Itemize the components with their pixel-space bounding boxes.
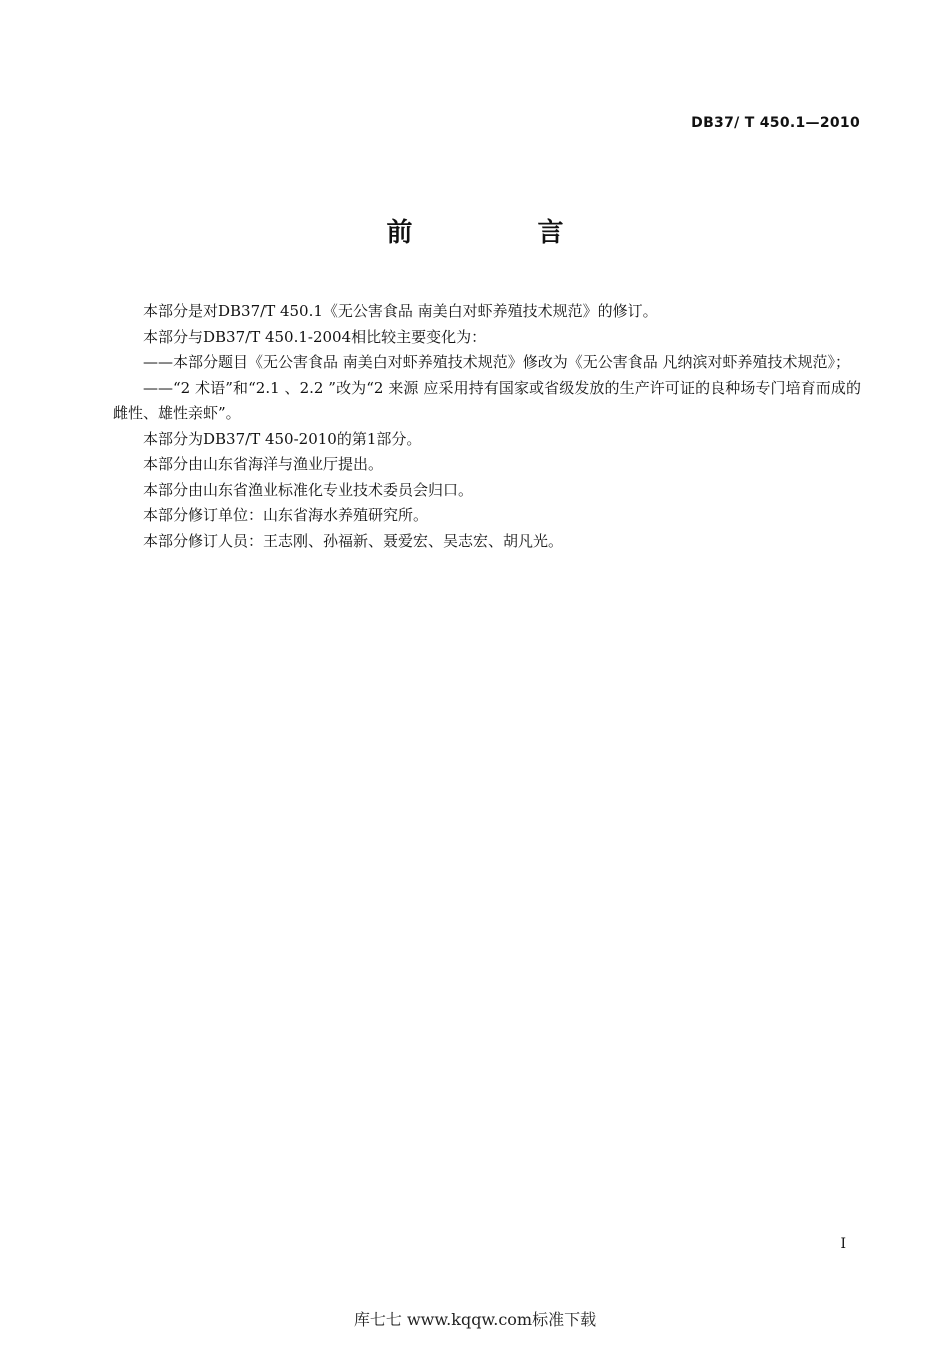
paragraph: 本部分由山东省海洋与渔业厅提出。 <box>143 455 384 473</box>
foreword-body <box>113 299 861 554</box>
paragraph: ——“2 术语”和“2.1 、2.2 ”改为“2 来源 应采用持有国家或省级发放的生产许可证的良种场专门培育而成的雌性、雄性亲虾”。 <box>113 378 861 422</box>
page-title: 前 言 <box>386 218 622 248</box>
paragraph: 本部分与DB37/T 450.1-2004相比较主要变化为： <box>143 327 487 346</box>
paragraph: 本部分修订单位：山东省海水养殖研究所。 <box>143 506 429 524</box>
paragraph: 本部分是对DB37/T 450.1《无公害食品 南美白对虾养殖技术规范》的修订。 <box>143 302 658 320</box>
paragraph: 本部分由山东省渔业标准化专业技术委员会归口。 <box>143 480 474 499</box>
paragraph: 本部分修订人员：王志刚、孙福新、聂爱宏、吴志宏、胡凡光。 <box>143 531 564 550</box>
page-number: I <box>840 1236 846 1252</box>
standard-code: DB37/ T 450.1—2010 <box>691 115 860 131</box>
paragraph: ——本部分题目《无公害食品 南美白对虾养殖技术规范》修改为《无公害食品 凡纳滨对虾养殖技术规范》； <box>143 353 851 371</box>
paragraph: 本部分为DB37/T 450-2010的第1部分。 <box>143 429 422 448</box>
watermark-text: 库七七 www.kqqw.com标准下载 <box>353 1310 597 1329</box>
